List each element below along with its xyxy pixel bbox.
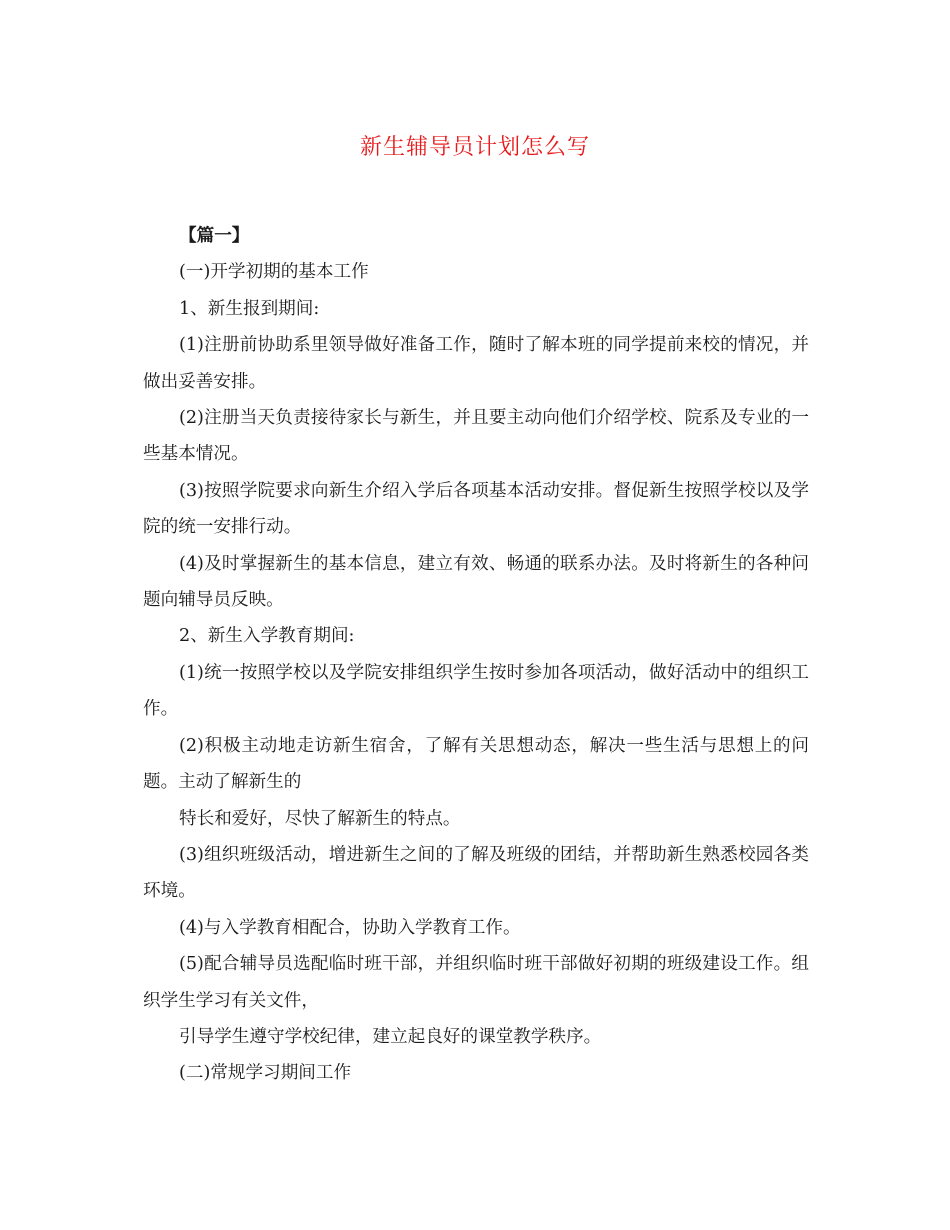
paragraph: 特长和爱好，尽快了解新生的特点。 [179, 808, 461, 829]
paragraph: (一)开学初期的基本工作 [179, 262, 369, 283]
paragraph: (3)按照学院要求向新生介绍入学后各项基本活动安排。督促新生按照学校以及学院的统一安排行动。 [143, 480, 809, 538]
paragraph: (1)注册前协助系里领导做好准备工作，随时了解本班的同学提前来校的情况，并做出妥善安排。 [143, 335, 809, 392]
document-title: 新生辅导员计划怎么写 [359, 135, 590, 160]
paragraph: 2、新生入学教育期间: [179, 626, 355, 647]
paragraph: (二)常规学习期间工作 [179, 1063, 352, 1084]
paragraph: (2)注册当天负责接待家长与新生，并且要主动向他们介绍学校、院系及专业的一些基本情况。 [143, 408, 809, 465]
paragraph: (5)配合辅导员选配临时班干部，并组织临时班干部做好初期的班级建设工作。组织学生学习有关文件， [143, 954, 809, 1011]
paragraph: (4)及时掌握新生的基本信息，建立有效、畅通的联系办法。及时将新生的各种问题向辅导员反映。 [143, 553, 809, 611]
paragraph: 1、新生报到期间: [179, 298, 320, 319]
paragraph: (1)统一按照学校以及学院安排组织学生按时参加各项活动，做好活动中的组织工作。 [143, 662, 809, 720]
paragraph: 引导学生遵守学校纪律，建立起良好的课堂教学秩序。 [179, 1026, 602, 1047]
section-heading: 【篇一】 [179, 225, 250, 246]
paragraph: (3)组织班级活动，增进新生之间的了解及班级的团结，并帮助新生熟悉校园各类环境。 [143, 844, 809, 902]
paragraph: (2)积极主动地走访新生宿舍，了解有关思想动态，解决一些生活与思想上的问题。主动了解新生的 [143, 735, 809, 793]
paragraph: (4)与入学教育相配合，协助入学教育工作。 [179, 917, 521, 938]
document-body [143, 218, 809, 1092]
